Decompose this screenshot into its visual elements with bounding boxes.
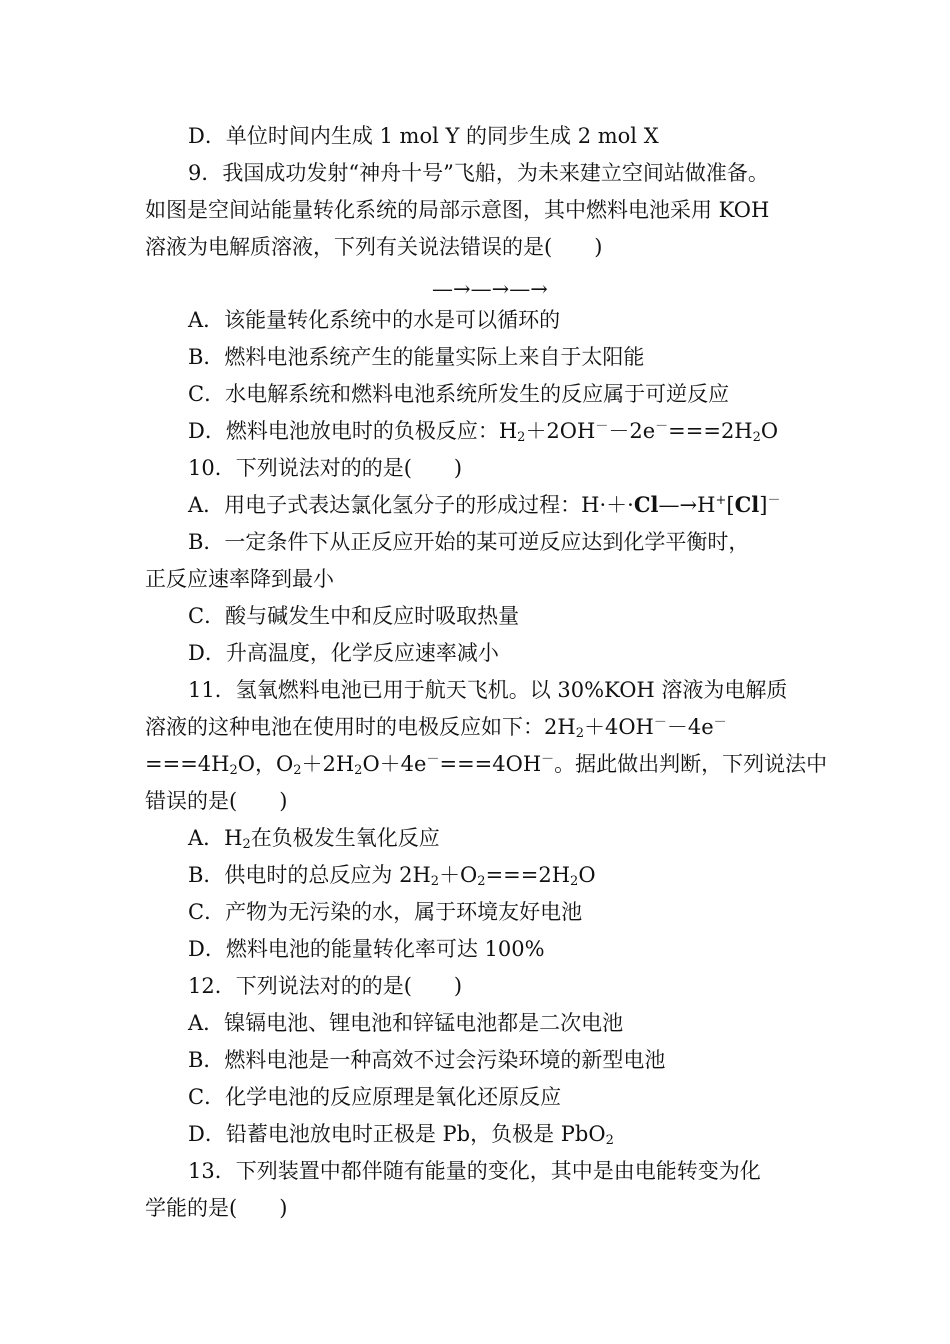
q12-stem: 12．下列说法对的的是( ) [188, 974, 463, 998]
q12-option-b: B．燃料电池是一种高效不过会污染环境的新型电池 [188, 1048, 666, 1072]
q11-option-b: B．供电时的总反应为 $2H_2+O_2===2H_2O$ [188, 863, 596, 889]
q12-option-d: D．铅蓄电池放电时正极是 Pb，负极是 PbO$_2$ [188, 1122, 614, 1148]
q10-option-b-line2: 正反应速率降到最小 [145, 567, 334, 591]
q11-option-a: A．$H_2$在负极发生氧化反应 [188, 826, 440, 852]
q10-option-a: A．用电子式表达氯化氢分子的形成过程：H·＋·Cl—→H+[Cl]－ [188, 492, 781, 517]
q10-option-d: D．升高温度，化学反应速率减小 [188, 641, 499, 665]
q11-option-c: C．产物为无污染的水，属于环境友好电池 [188, 900, 583, 924]
q10-option-b-line1: B．一定条件下从正反应开始的某可逆反应达到化学平衡时， [188, 530, 750, 554]
q10-stem: 10．下列说法对的的是( ) [188, 456, 463, 480]
q9-option-a: A．该能量转化系统中的水是可以循环的 [188, 308, 561, 332]
q9-stem-line3: 溶液为电解质溶液，下列有关说法错误的是( ) [145, 235, 603, 259]
q11-stem-line3: $===4H_2O$，$O_2+2H_2O+4e^-===4OH^-$。据此做出判断，下列说法中 [145, 752, 828, 778]
diagram-arrows: —→—→—→ [432, 277, 548, 301]
q11-option-d: D．燃料电池的能量转化率可达 100% [188, 937, 545, 961]
q8-option-d: D．单位时间内生成 1 mol Y 的同步生成 2 mol X [188, 124, 659, 148]
q11-stem-line4: 错误的是( ) [145, 789, 288, 813]
q9-stem-line1: 9．我国成功发射“神舟十号”飞船，为未来建立空间站做准备。 [188, 161, 769, 185]
q10-option-c: C．酸与碱发生中和反应时吸取热量 [188, 604, 520, 628]
q13-stem-line1: 13．下列装置中都伴随有能量的变化，其中是由电能转变为化 [188, 1159, 761, 1183]
q12-option-a: A．镍镉电池、锂电池和锌锰电池都是二次电池 [188, 1011, 624, 1035]
q13-stem-line2: 学能的是( ) [145, 1196, 288, 1220]
q9-stem-line2: 如图是空间站能量转化系统的局部示意图，其中燃料电池采用 KOH [145, 198, 770, 222]
q11-stem-line1: 11．氢氧燃料电池已用于航天飞机。以 30%KOH 溶液为电解质 [188, 678, 788, 702]
q9-option-d: D．燃料电池放电时的负极反应：$H_2+2OH^--2e^-===2H_2O$ [188, 419, 779, 445]
q11-stem-line2: 溶液的这种电池在使用时的电极反应如下：$2H_2+4OH^--4e^-$ [145, 715, 727, 741]
q9-option-c: C．水电解系统和燃料电池系统所发生的反应属于可逆反应 [188, 382, 730, 406]
q9-option-b: B．燃料电池系统产生的能量实际上来自于太阳能 [188, 345, 645, 369]
q12-option-c: C．化学电池的反应原理是氧化还原反应 [188, 1085, 562, 1109]
